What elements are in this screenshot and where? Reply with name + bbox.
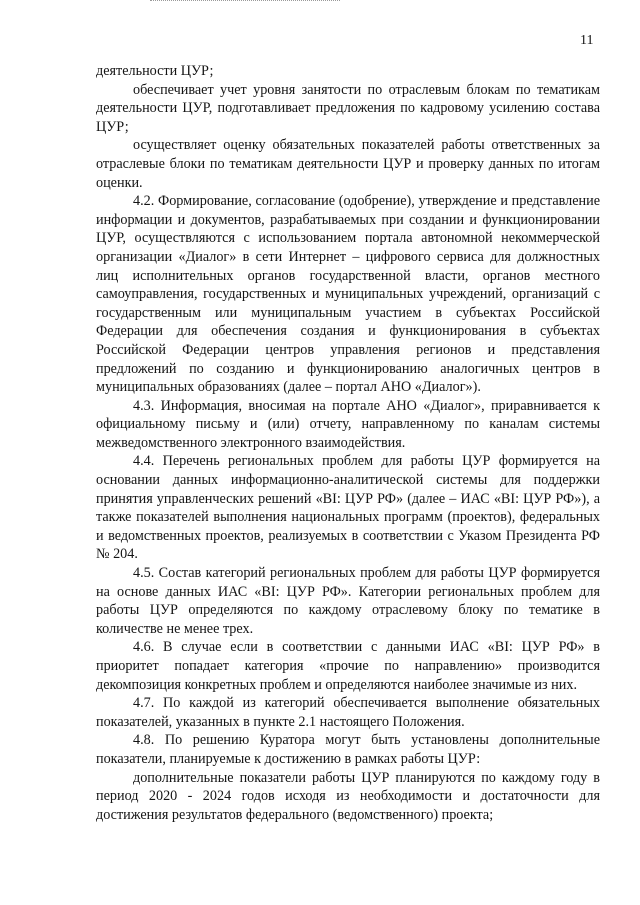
paragraph-section-4-2: 4.2. Формирование, согласование (одобрение), утверждение и представление информации и документов, разрабатываемых при создании и функционировании ЦУР, осуществляются с использованием портала автономной некоммерческой организации «Диалог» в сети Интернет – цифрового сервиса для должностных лиц исполнительных органов государственной власти, органов местного самоуправления, государственных и муниципальных учреждений, организаций с государственным или муниципальным участием в субъектах Российской Федерации для обеспечения создания и функционирования в субъектах Российской Федерации центров управления регионов и представления предложений по созданию и функционированию аналогичных центров в муниципальных образованиях (далее – портал АНО «Диалог»). [96, 193, 600, 396]
paragraph-employment-tracking: обеспечивает учет уровня занятости по отраслевым блокам по тематикам деятельности ЦУР, подготавливает предложения по кадровому усилению состава ЦУР; [96, 81, 600, 135]
paragraph-continuation: деятельности ЦУР; [96, 63, 214, 79]
paragraph-section-4-3: 4.3. Информация, вносимая на портале АНО «Диалог», приравнивается к официальному письму и (или) отчету, направленному по каналам системы межведомственного электронного взаимодействия. [96, 397, 600, 451]
paragraph-section-4-8: 4.8. По решению Куратора могут быть установлены дополнительные показатели, планируемые к достижению в рамках работы ЦУР: [96, 732, 600, 767]
scan-artifact-line [150, 0, 340, 5]
paragraph-section-4-4: 4.4. Перечень региональных проблем для работы ЦУР формируется на основании данных информационно-аналитической системы для поддержки принятия управленческих решений «BI: ЦУР РФ» (далее – ИАС «BI: ЦУР РФ»), а также показателей выполнения национальных программ (проектов), федеральных и ведомственных проектов, реализуемых в соответствии с Указом Президента РФ № 204. [96, 453, 600, 563]
paragraph-section-4-5: 4.5. Состав категорий региональных проблем для работы ЦУР формируется на основе данных ИАС «BI: ЦУР РФ». Категории региональных проблем для работы ЦУР определяются по каждому отраслевому блоку по тематике в количестве не менее трех. [96, 565, 600, 637]
paragraph-indicator-assessment: осуществляет оценку обязательных показателей работы ответственных за отраслевые блоки по тематикам деятельности ЦУР и проверку данных по итогам оценки. [96, 137, 600, 191]
paragraph-section-4-7: 4.7. По каждой из категорий обеспечивается выполнение обязательных показателей, указанных в пункте 2.1 настоящего Положения. [96, 695, 600, 730]
paragraph-additional-indicators: дополнительные показатели работы ЦУР планируются по каждому году в период 2020 - 2024 годов исходя из необходимости и достаточности для достижения результатов федерального (ведомственного) проекта; [96, 769, 600, 823]
page-number: 11 [580, 33, 594, 48]
document-body [96, 62, 600, 824]
paragraph-section-4-6: 4.6. В случае если в соответствии с данными ИАС «BI: ЦУР РФ» в приоритет попадает категория «прочие по направлению» производится декомпозиция конкретных проблем и определяются наиболее значимые из них. [96, 639, 600, 693]
